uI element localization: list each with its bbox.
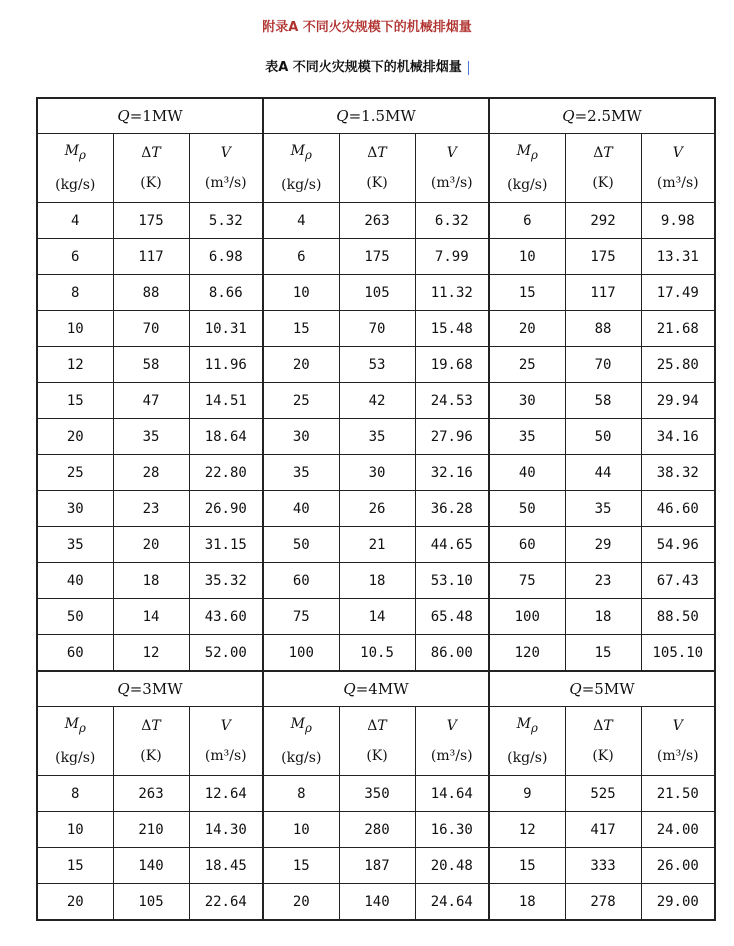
volume-flow-symbol: V — [672, 145, 683, 161]
header-volume-flow — [641, 707, 715, 776]
table-cell: 10 — [37, 311, 113, 347]
header-mass-flow — [489, 707, 565, 776]
table-row — [37, 347, 715, 383]
table-cell: 53 — [339, 347, 415, 383]
table-cell: 5.32 — [189, 203, 263, 239]
table-cell: 14.51 — [189, 383, 263, 419]
volume-flow-unit: (m³/s) — [656, 748, 699, 764]
table-cell: 35.32 — [189, 563, 263, 599]
table-cell: 60 — [263, 563, 339, 599]
mass-flow-unit: (kg/s) — [55, 176, 96, 193]
table-cell: 187 — [339, 848, 415, 884]
table-cell: 15 — [263, 311, 339, 347]
table-cell: 18 — [339, 563, 415, 599]
table-cell: 278 — [565, 884, 641, 921]
table-cell: 20 — [113, 527, 189, 563]
table-cell: 24.53 — [415, 383, 489, 419]
table-cell: 21 — [339, 527, 415, 563]
table-cell: 4 — [37, 203, 113, 239]
table-cell: 40 — [37, 563, 113, 599]
table-cell: 36.28 — [415, 491, 489, 527]
table-cell: 8.66 — [189, 275, 263, 311]
appendix-title: 附录A 不同火灾规模下的机械排烟量 — [262, 20, 472, 35]
table-cell: 25 — [263, 383, 339, 419]
table-cell: 8 — [263, 776, 339, 812]
mass-flow-subscript: ρ — [305, 720, 312, 735]
table-cell: 12 — [113, 635, 189, 672]
table-cell: 20 — [263, 347, 339, 383]
table-cell: 10 — [263, 812, 339, 848]
table-cell: 15.48 — [415, 311, 489, 347]
header-temperature-rise — [565, 707, 641, 776]
table-cell: 35 — [263, 455, 339, 491]
table-cell: 13.31 — [641, 239, 715, 275]
table-row — [37, 848, 715, 884]
table-cell: 7.99 — [415, 239, 489, 275]
table-cell: 52.00 — [189, 635, 263, 672]
table-cell: 20.48 — [415, 848, 489, 884]
group-header-cell — [489, 671, 715, 707]
table-cell: 11.32 — [415, 275, 489, 311]
table-row — [37, 563, 715, 599]
group-header-row — [37, 98, 715, 134]
table-cell: 280 — [339, 812, 415, 848]
mass-flow-subscript: ρ — [531, 720, 538, 735]
table-cell: 70 — [565, 347, 641, 383]
volume-flow-unit: (m³/s) — [430, 175, 473, 191]
table-cell: 15 — [37, 383, 113, 419]
table-cell: 58 — [565, 383, 641, 419]
table-cell: 210 — [113, 812, 189, 848]
table-cell: 6 — [37, 239, 113, 275]
table-cell: 525 — [565, 776, 641, 812]
q-value: =3MW — [129, 680, 183, 698]
table-cell: 175 — [565, 239, 641, 275]
table-cell: 58 — [113, 347, 189, 383]
volume-flow-unit: (m³/s) — [656, 175, 699, 191]
table-cell: 34.16 — [641, 419, 715, 455]
table-cell: 65.48 — [415, 599, 489, 635]
table-cell: 75 — [263, 599, 339, 635]
table-cell: 25 — [489, 347, 565, 383]
table-cell: 47 — [113, 383, 189, 419]
table-cell: 140 — [339, 884, 415, 921]
table-row — [37, 599, 715, 635]
table-cell: 14 — [113, 599, 189, 635]
group-header-cell — [37, 671, 263, 707]
q-value: =4MW — [355, 680, 409, 698]
table-row — [37, 812, 715, 848]
table-cell: 15 — [263, 848, 339, 884]
table-cell: 100 — [489, 599, 565, 635]
table-cell: 20 — [37, 419, 113, 455]
table-cell: 22.80 — [189, 455, 263, 491]
header-temperature-rise — [339, 134, 415, 203]
table-cell: 54.96 — [641, 527, 715, 563]
table-cell: 50 — [37, 599, 113, 635]
mass-flow-unit: (kg/s) — [55, 749, 96, 766]
table-cell: 27.96 — [415, 419, 489, 455]
temperature-rise-unit: (K) — [366, 748, 388, 764]
table-cell: 15 — [489, 848, 565, 884]
table-cell: 100 — [263, 635, 339, 672]
mass-flow-symbol: M — [290, 716, 306, 733]
table-row — [37, 491, 715, 527]
table-cell: 117 — [113, 239, 189, 275]
table-cell: 46.60 — [641, 491, 715, 527]
q-value: =2.5MW — [574, 107, 642, 125]
table-cell: 20 — [263, 884, 339, 921]
table-cell: 86.00 — [415, 635, 489, 672]
mass-flow-unit: (kg/s) — [507, 749, 548, 766]
q-symbol: Q — [117, 680, 130, 698]
table-cell: 140 — [113, 848, 189, 884]
mass-flow-unit: (kg/s) — [281, 176, 322, 193]
header-mass-flow — [263, 134, 339, 203]
header-temperature-rise — [113, 707, 189, 776]
table-cell: 24.64 — [415, 884, 489, 921]
header-mass-flow — [489, 134, 565, 203]
table-cell: 53.10 — [415, 563, 489, 599]
group-header-cell — [37, 98, 263, 134]
table-cell: 31.15 — [189, 527, 263, 563]
temperature-rise-unit: (K) — [140, 175, 162, 191]
table-cell: 18.64 — [189, 419, 263, 455]
smoke-exhaust-table-container — [36, 97, 716, 921]
header-volume-flow — [641, 134, 715, 203]
temperature-rise-unit: (K) — [366, 175, 388, 191]
table-cell: 18.45 — [189, 848, 263, 884]
table-cell: 50 — [565, 419, 641, 455]
table-cell: 4 — [263, 203, 339, 239]
table-cell: 22.64 — [189, 884, 263, 921]
table-cell: 417 — [565, 812, 641, 848]
table-cell: 75 — [489, 563, 565, 599]
mass-flow-subscript: ρ — [305, 147, 312, 162]
table-cell: 10 — [489, 239, 565, 275]
table-cell: 67.43 — [641, 563, 715, 599]
temperature-rise-symbol: ΔT — [367, 718, 387, 734]
table-cell: 25 — [37, 455, 113, 491]
table-cell: 25.80 — [641, 347, 715, 383]
table-cell: 50 — [263, 527, 339, 563]
table-cell: 35 — [565, 491, 641, 527]
table-title — [0, 56, 734, 75]
table-cell: 44 — [565, 455, 641, 491]
q-symbol: Q — [343, 680, 356, 698]
table-cell: 14 — [339, 599, 415, 635]
table-cell: 35 — [489, 419, 565, 455]
table-cell: 29.94 — [641, 383, 715, 419]
table-cell: 38.32 — [641, 455, 715, 491]
table-cell: 50 — [489, 491, 565, 527]
table-cell: 10.5 — [339, 635, 415, 672]
table-cell: 21.50 — [641, 776, 715, 812]
table-cell: 32.16 — [415, 455, 489, 491]
table-cell: 18 — [565, 599, 641, 635]
table-cell: 6.98 — [189, 239, 263, 275]
table-row — [37, 527, 715, 563]
table-cell: 60 — [489, 527, 565, 563]
table-cell: 29 — [565, 527, 641, 563]
table-cell: 12 — [37, 347, 113, 383]
table-cell: 17.49 — [641, 275, 715, 311]
mass-flow-symbol: M — [290, 143, 306, 160]
group-header-cell — [263, 98, 489, 134]
table-cell: 18 — [489, 884, 565, 921]
table-cell: 6 — [489, 203, 565, 239]
table-cell: 26.90 — [189, 491, 263, 527]
mass-flow-symbol: M — [516, 716, 532, 733]
table-cell: 14.30 — [189, 812, 263, 848]
mass-flow-symbol: M — [64, 143, 79, 160]
table-cell: 16.30 — [415, 812, 489, 848]
mass-flow-subscript: ρ — [531, 147, 538, 162]
table-row — [37, 239, 715, 275]
table-body — [37, 98, 715, 920]
table-cell: 35 — [113, 419, 189, 455]
table-cell: 26.00 — [641, 848, 715, 884]
table-cell: 117 — [565, 275, 641, 311]
table-row — [37, 776, 715, 812]
temperature-rise-unit: (K) — [592, 175, 614, 191]
table-cell: 20 — [489, 311, 565, 347]
volume-flow-unit: (m³/s) — [430, 748, 473, 764]
table-cell: 10 — [37, 812, 113, 848]
column-header-row — [37, 707, 715, 776]
table-cell: 40 — [263, 491, 339, 527]
table-cell: 263 — [113, 776, 189, 812]
table-row — [37, 455, 715, 491]
table-row — [37, 635, 715, 672]
table-cell: 42 — [339, 383, 415, 419]
temperature-rise-unit: (K) — [592, 748, 614, 764]
table-row — [37, 884, 715, 921]
table-cell: 44.65 — [415, 527, 489, 563]
mass-flow-unit: (kg/s) — [507, 176, 548, 193]
volume-flow-unit: (m³/s) — [204, 748, 247, 764]
table-row — [37, 383, 715, 419]
table-cell: 28 — [113, 455, 189, 491]
q-symbol: Q — [562, 107, 575, 125]
table-cell: 15 — [489, 275, 565, 311]
mass-flow-subscript: ρ — [78, 720, 86, 735]
header-temperature-rise — [339, 707, 415, 776]
temperature-rise-symbol: ΔT — [593, 145, 613, 161]
table-cell: 292 — [565, 203, 641, 239]
table-cell: 88 — [113, 275, 189, 311]
volume-flow-symbol: V — [220, 718, 231, 734]
table-cell: 9 — [489, 776, 565, 812]
table-cell: 15 — [37, 848, 113, 884]
table-cell: 20 — [37, 884, 113, 921]
table-cell: 35 — [37, 527, 113, 563]
table-cell: 14.64 — [415, 776, 489, 812]
table-cell: 15 — [565, 635, 641, 672]
table-cell: 11.96 — [189, 347, 263, 383]
table-cell: 40 — [489, 455, 565, 491]
mass-flow-subscript: ρ — [78, 147, 86, 162]
table-cell: 35 — [339, 419, 415, 455]
table-cell: 30 — [339, 455, 415, 491]
header-mass-flow — [263, 707, 339, 776]
table-cell: 12 — [489, 812, 565, 848]
table-row — [37, 275, 715, 311]
group-header-cell — [489, 98, 715, 134]
mass-flow-unit: (kg/s) — [281, 749, 322, 766]
table-cell: 333 — [565, 848, 641, 884]
table-row — [37, 419, 715, 455]
header-temperature-rise — [113, 134, 189, 203]
table-title-text: 表A 不同火灾规模下的机械排烟量 — [265, 60, 462, 75]
table-cell: 263 — [339, 203, 415, 239]
table-cell: 43.60 — [189, 599, 263, 635]
column-header-row — [37, 134, 715, 203]
temperature-rise-symbol: ΔT — [141, 145, 161, 161]
table-cell: 18 — [113, 563, 189, 599]
temperature-rise-symbol: ΔT — [141, 718, 161, 734]
table-cell: 30 — [489, 383, 565, 419]
q-symbol: Q — [117, 107, 130, 125]
header-volume-flow — [415, 707, 489, 776]
volume-flow-symbol: V — [446, 718, 457, 734]
table-cell: 30 — [263, 419, 339, 455]
volume-flow-symbol: V — [220, 145, 231, 161]
table-cell: 30 — [37, 491, 113, 527]
table-cell: 120 — [489, 635, 565, 672]
table-row — [37, 203, 715, 239]
table-cell: 105 — [113, 884, 189, 921]
table-cell: 19.68 — [415, 347, 489, 383]
table-cell: 29.00 — [641, 884, 715, 921]
table-row — [37, 311, 715, 347]
table-cell: 23 — [113, 491, 189, 527]
table-cell: 70 — [339, 311, 415, 347]
q-symbol: Q — [336, 107, 349, 125]
table-cell: 6 — [263, 239, 339, 275]
table-cell: 10 — [263, 275, 339, 311]
table-cell: 350 — [339, 776, 415, 812]
table-cell: 88 — [565, 311, 641, 347]
table-cell: 6.32 — [415, 203, 489, 239]
header-volume-flow — [189, 134, 263, 203]
table-cell: 105 — [339, 275, 415, 311]
q-value: =1MW — [129, 107, 183, 125]
table-cell: 175 — [339, 239, 415, 275]
volume-flow-symbol: V — [672, 718, 683, 734]
table-cell: 70 — [113, 311, 189, 347]
table-cell: 175 — [113, 203, 189, 239]
header-temperature-rise — [565, 134, 641, 203]
mass-flow-symbol: M — [516, 143, 532, 160]
smoke-exhaust-table — [36, 97, 716, 921]
header-volume-flow — [189, 707, 263, 776]
text-cursor — [468, 61, 469, 75]
table-cell: 105.10 — [641, 635, 715, 672]
temperature-rise-symbol: ΔT — [367, 145, 387, 161]
header-mass-flow — [37, 134, 113, 203]
q-symbol: Q — [569, 680, 582, 698]
q-value: =5MW — [581, 680, 635, 698]
table-cell: 26 — [339, 491, 415, 527]
header-mass-flow — [37, 707, 113, 776]
volume-flow-symbol: V — [446, 145, 457, 161]
group-header-row — [37, 671, 715, 707]
table-cell: 8 — [37, 776, 113, 812]
table-cell: 88.50 — [641, 599, 715, 635]
q-value: =1.5MW — [348, 107, 416, 125]
table-cell: 60 — [37, 635, 113, 672]
volume-flow-unit: (m³/s) — [204, 175, 247, 191]
table-cell: 23 — [565, 563, 641, 599]
header-volume-flow — [415, 134, 489, 203]
table-cell: 12.64 — [189, 776, 263, 812]
table-cell: 24.00 — [641, 812, 715, 848]
table-cell: 8 — [37, 275, 113, 311]
temperature-rise-symbol: ΔT — [593, 718, 613, 734]
table-cell: 10.31 — [189, 311, 263, 347]
mass-flow-symbol: M — [64, 716, 79, 733]
table-cell: 9.98 — [641, 203, 715, 239]
group-header-cell — [263, 671, 489, 707]
temperature-rise-unit: (K) — [140, 748, 162, 764]
table-cell: 21.68 — [641, 311, 715, 347]
